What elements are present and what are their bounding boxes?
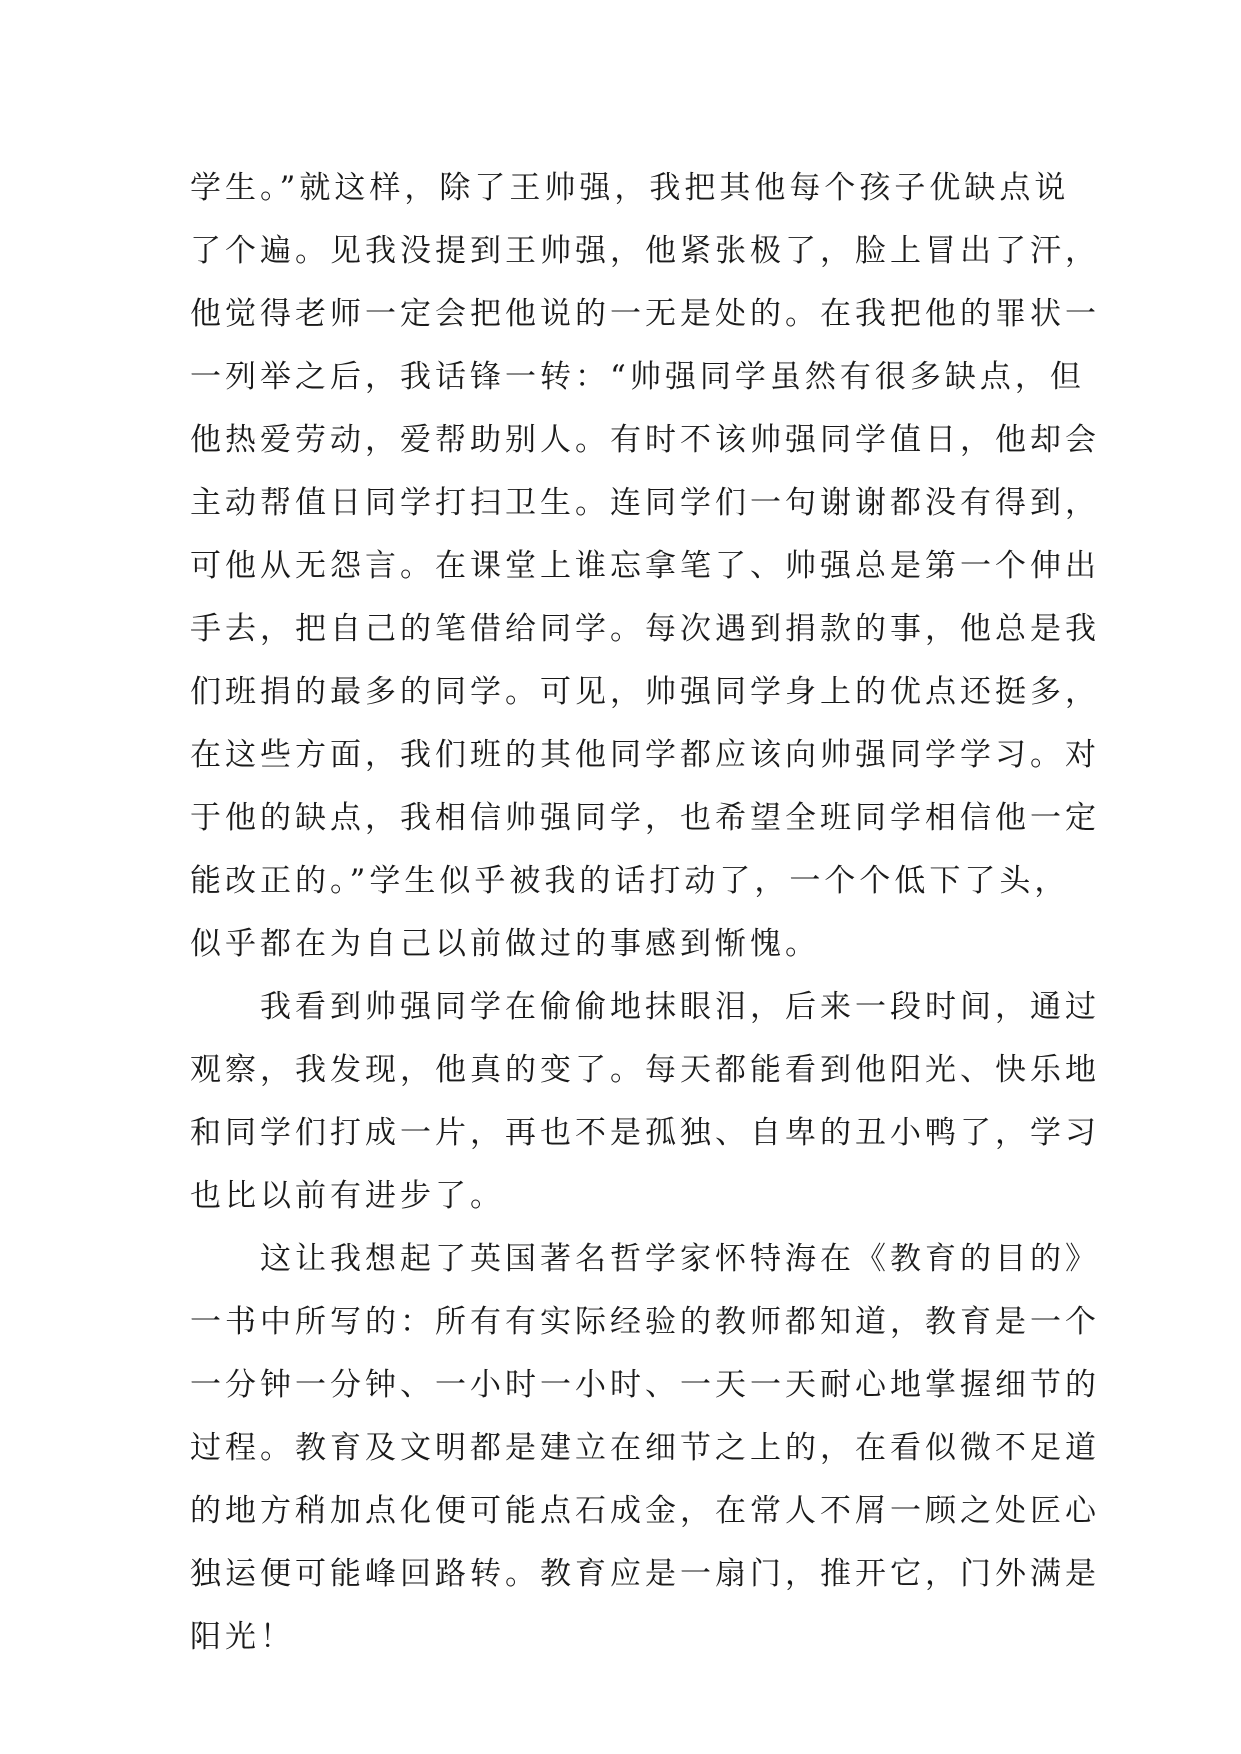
text-line: 阳光！ — [190, 1619, 295, 1655]
text-line: 学生。”就这样，除了王帅强，我把其他每个孩子优缺点说 — [190, 170, 1070, 206]
text-line: 可他从无怨言。在课堂上谁忘拿笔了、帅强总是第一个伸出 — [190, 548, 1100, 584]
text-line: 他热爱劳动，爱帮助别人。有时不该帅强同学值日，他却会 — [190, 422, 1100, 458]
text-line: 似乎都在为自己以前做过的事感到惭愧。 — [190, 926, 820, 962]
text-line: 手去，把自己的笔借给同学。每次遇到捐款的事，他总是我 — [190, 611, 1100, 647]
text-line: 和同学们打成一片，再也不是孤独、自卑的丑小鸭了，学习 — [190, 1115, 1100, 1151]
text-line: 于他的缺点，我相信帅强同学，也希望全班同学相信他一定 — [190, 800, 1100, 836]
text-line: 过程。教育及文明都是建立在细节之上的，在看似微不足道 — [190, 1430, 1100, 1466]
text-line: 能改正的。”学生似乎被我的话打动了，一个个低下了头， — [190, 863, 1070, 899]
body-text — [190, 157, 1100, 1669]
paragraph-start-line: 这让我想起了英国著名哲学家怀特海在《教育的目的》 — [190, 1241, 1100, 1277]
text-line: 观察，我发现，他真的变了。每天都能看到他阳光、快乐地 — [190, 1052, 1100, 1088]
text-line: 独运便可能峰回路转。教育应是一扇门，推开它，门外满是 — [190, 1556, 1100, 1592]
text-line: 主动帮值日同学打扫卫生。连同学们一句谢谢都没有得到， — [190, 485, 1100, 521]
text-line: 们班捐的最多的同学。可见，帅强同学身上的优点还挺多， — [190, 674, 1100, 710]
text-line: 也比以前有进步了。 — [190, 1178, 505, 1214]
text-line: 一列举之后，我话锋一转：“帅强同学虽然有很多缺点，但 — [190, 359, 1085, 395]
paragraph-start-line: 我看到帅强同学在偷偷地抹眼泪，后来一段时间，通过 — [190, 989, 1100, 1025]
text-line: 在这些方面，我们班的其他同学都应该向帅强同学学习。对 — [190, 737, 1100, 773]
text-line: 了个遍。见我没提到王帅强，他紧张极了，脸上冒出了汗， — [190, 233, 1100, 269]
text-line: 一分钟一分钟、一小时一小时、一天一天耐心地掌握细节的 — [190, 1367, 1100, 1403]
text-line: 一书中所写的：所有有实际经验的教师都知道，教育是一个 — [190, 1304, 1100, 1340]
text-line: 他觉得老师一定会把他说的一无是处的。在我把他的罪状一 — [190, 296, 1100, 332]
text-line: 的地方稍加点化便可能点石成金，在常人不屑一顾之处匠心 — [190, 1493, 1100, 1529]
